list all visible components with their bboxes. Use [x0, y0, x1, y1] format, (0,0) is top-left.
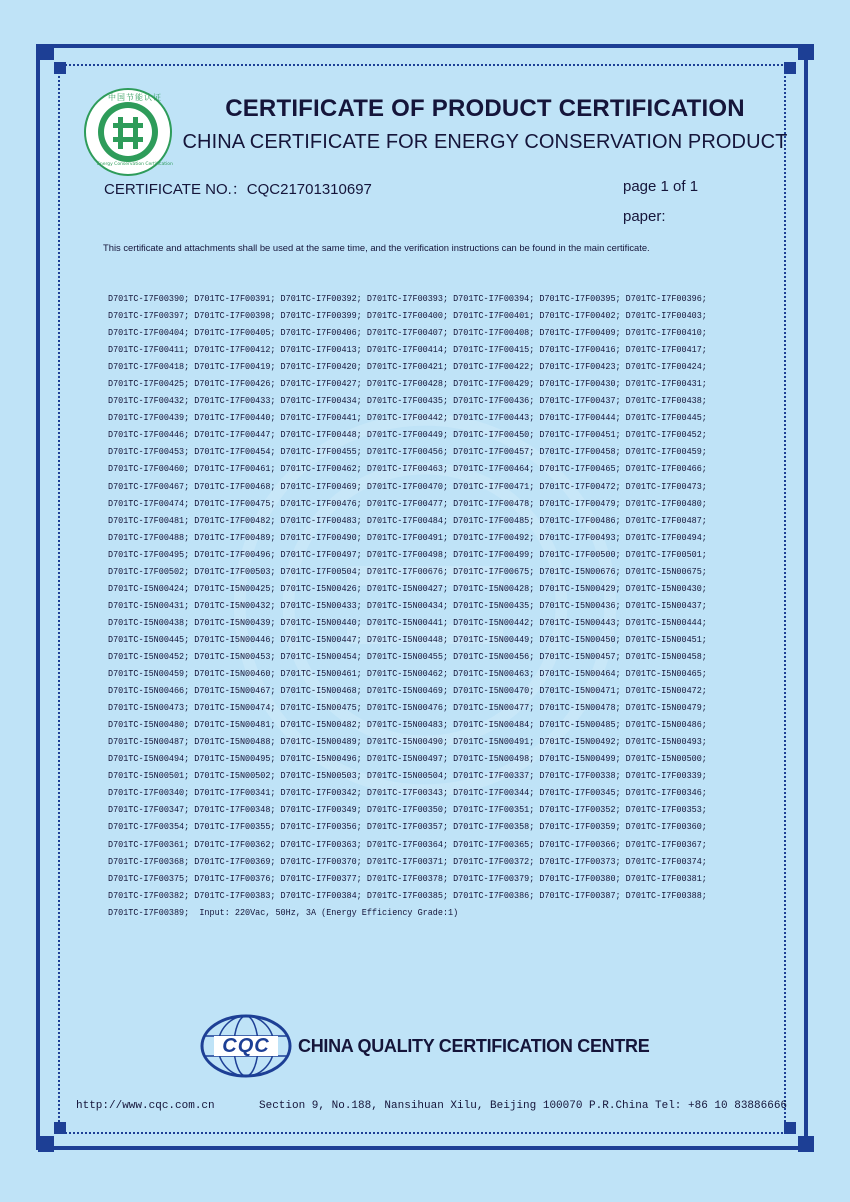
page-number: page 1 of 1	[623, 178, 699, 195]
model-row: D701TC-I7F00432; D701TC-I7F00433; D701TC-I7F00434; D701TC-I7F00435; D701TC-I7F00436; D701TC-I7F00437; D701TC-I7F00438;	[108, 395, 707, 407]
model-row: D701TC-I7F00481; D701TC-I7F00482; D701TC-I7F00483; D701TC-I7F00484; D701TC-I7F00485; D701TC-I7F00486; D701TC-I7F00487;	[108, 514, 707, 526]
model-row: D701TC-I7F00354; D701TC-I7F00355; D701TC-I7F00356; D701TC-I7F00357; D701TC-I7F00358; D701TC-I7F00359; D701TC-I7F00360;	[108, 821, 707, 833]
model-row: D701TC-I7F00368; D701TC-I7F00369; D701TC-I7F00370; D701TC-I7F00371; D701TC-I7F00372; D701TC-I7F00373; D701TC-I7F00374;	[108, 855, 707, 867]
footer-website: http://www.cqc.com.cn	[76, 1100, 215, 1112]
model-row: D701TC-I5N00473; D701TC-I5N00474; D701TC-I5N00475; D701TC-I5N00476; D701TC-I5N00477; D701TC-I5N00478; D701TC-I5N00479;	[108, 702, 707, 714]
model-row: D701TC-I5N00424; D701TC-I5N00425; D701TC-I5N00426; D701TC-I5N00427; D701TC-I5N00428; D701TC-I5N00429; D701TC-I5N00430;	[108, 582, 707, 594]
corner-ornament-top-left-outer	[38, 44, 54, 60]
paper-label: paper:	[623, 208, 666, 225]
corner-ornament-bottom-left	[54, 1122, 66, 1134]
model-row: D701TC-I7F00389; Input: 220Vac, 50Hz, 3A (Energy Efficiency Grade:1)	[108, 906, 459, 918]
certificate-number: CERTIFICATE NO.：CQC21701310697	[104, 181, 372, 198]
model-row: D701TC-I7F00375; D701TC-I7F00376; D701TC-I7F00377; D701TC-I7F00378; D701TC-I7F00379; D701TC-I7F00380; D701TC-I7F00381;	[108, 872, 707, 884]
model-row: D701TC-I7F00404; D701TC-I7F00405; D701TC-I7F00406; D701TC-I7F00407; D701TC-I7F00408; D701TC-I7F00409; D701TC-I7F00410;	[108, 327, 707, 339]
model-row: D701TC-I7F00439; D701TC-I7F00440; D701TC-I7F00441; D701TC-I7F00442; D701TC-I7F00443; D701TC-I7F00444; D701TC-I7F00445;	[108, 412, 707, 424]
model-row: D701TC-I7F00502; D701TC-I7F00503; D701TC-I7F00504; D701TC-I7F00676; D701TC-I7F00675; D701TC-I5N00676; D701TC-I5N00675;	[108, 565, 707, 577]
footer-address: Section 9, No.188, Nansihuan Xilu, Beijing 100070 P.R.China	[259, 1100, 649, 1112]
model-row: D701TC-I7F00467; D701TC-I7F00468; D701TC-I7F00469; D701TC-I7F00470; D701TC-I7F00471; D701TC-I7F00472; D701TC-I7F00473;	[108, 480, 707, 492]
certificate-subtitle: CHINA CERTIFICATE FOR ENERGY CONSERVATION PRODUCT	[182, 131, 788, 153]
corner-ornament-top-right-outer	[798, 44, 814, 60]
model-row: D701TC-I5N00452; D701TC-I5N00453; D701TC-I5N00454; D701TC-I5N00455; D701TC-I5N00456; D701TC-I5N00457; D701TC-I5N00458;	[108, 650, 707, 662]
model-row: D701TC-I7F00347; D701TC-I7F00348; D701TC-I7F00349; D701TC-I7F00350; D701TC-I7F00351; D701TC-I7F00352; D701TC-I7F00353;	[108, 804, 707, 816]
model-row: D701TC-I5N00438; D701TC-I5N00439; D701TC-I5N00440; D701TC-I5N00441; D701TC-I5N00442; D701TC-I5N00443; D701TC-I5N00444;	[108, 616, 707, 628]
model-row: D701TC-I7F00495; D701TC-I7F00496; D701TC-I7F00497; D701TC-I7F00498; D701TC-I7F00499; D701TC-I7F00500; D701TC-I7F00501;	[108, 548, 707, 560]
footer-tel: Tel: +86 10 83886666	[655, 1100, 788, 1112]
model-row: D701TC-I7F00340; D701TC-I7F00341; D701TC-I7F00342; D701TC-I7F00343; D701TC-I7F00344; D701TC-I7F00345; D701TC-I7F00346;	[108, 787, 707, 799]
model-row: D701TC-I7F00418; D701TC-I7F00419; D701TC-I7F00420; D701TC-I7F00421; D701TC-I7F00422; D701TC-I7F00423; D701TC-I7F00424;	[108, 361, 707, 373]
model-row: D701TC-I5N00494; D701TC-I5N00495; D701TC-I5N00496; D701TC-I5N00497; D701TC-I5N00498; D701TC-I5N00499; D701TC-I5N00500;	[108, 753, 707, 765]
model-row: D701TC-I7F00453; D701TC-I7F00454; D701TC-I7F00455; D701TC-I7F00456; D701TC-I7F00457; D701TC-I7F00458; D701TC-I7F00459;	[108, 446, 707, 458]
model-row: D701TC-I7F00425; D701TC-I7F00426; D701TC-I7F00427; D701TC-I7F00428; D701TC-I7F00429; D701TC-I7F00430; D701TC-I7F00431;	[108, 378, 707, 390]
model-row: D701TC-I7F00390; D701TC-I7F00391; D701TC-I7F00392; D701TC-I7F00393; D701TC-I7F00394; D701TC-I7F00395; D701TC-I7F00396;	[108, 293, 707, 304]
cqc-logo-text: CQC	[222, 1035, 270, 1057]
corner-ornament-bottom-right-outer	[798, 1136, 814, 1152]
energy-logo-text: 中国节能认证	[108, 93, 162, 102]
model-row: D701TC-I7F00382; D701TC-I7F00383; D701TC-I7F00384; D701TC-I7F00385; D701TC-I7F00386; D701TC-I7F00387; D701TC-I7F00388;	[108, 889, 707, 901]
model-list	[108, 290, 759, 921]
energy-logo-text-en: Energy Conservation Certification	[97, 162, 173, 167]
corner-ornament-top-right	[784, 62, 796, 74]
model-row: D701TC-I5N00501; D701TC-I5N00502; D701TC-I5N00503; D701TC-I5N00504; D701TC-I7F00337; D701TC-I7F00338; D701TC-I7F00339;	[108, 770, 707, 782]
certificate-title: CERTIFICATE OF PRODUCT CERTIFICATION	[225, 95, 745, 122]
model-row: D701TC-I5N00431; D701TC-I5N00432; D701TC-I5N00433; D701TC-I5N00434; D701TC-I5N00435; D701TC-I5N00436; D701TC-I5N00437;	[108, 599, 707, 611]
issuer-name: CHINA QUALITY CERTIFICATION CENTRE	[298, 1036, 650, 1056]
model-row: D701TC-I7F00488; D701TC-I7F00489; D701TC-I7F00490; D701TC-I7F00491; D701TC-I7F00492; D701TC-I7F00493; D701TC-I7F00494;	[108, 531, 707, 543]
model-row: D701TC-I5N00487; D701TC-I5N00488; D701TC-I5N00489; D701TC-I5N00490; D701TC-I5N00491; D701TC-I5N00492; D701TC-I5N00493;	[108, 736, 707, 748]
corner-ornament-top-left	[54, 62, 66, 74]
model-row: D701TC-I7F00397; D701TC-I7F00398; D701TC-I7F00399; D701TC-I7F00400; D701TC-I7F00401; D701TC-I7F00402; D701TC-I7F00403;	[108, 310, 707, 322]
model-row: D701TC-I7F00446; D701TC-I7F00447; D701TC-I7F00448; D701TC-I7F00449; D701TC-I7F00450; D701TC-I7F00451; D701TC-I7F00452;	[108, 429, 707, 441]
model-row: D701TC-I7F00411; D701TC-I7F00412; D701TC-I7F00413; D701TC-I7F00414; D701TC-I7F00415; D701TC-I7F00416; D701TC-I7F00417;	[108, 344, 707, 356]
model-row: D701TC-I5N00466; D701TC-I5N00467; D701TC-I5N00468; D701TC-I5N00469; D701TC-I5N00470; D701TC-I5N00471; D701TC-I5N00472;	[108, 685, 707, 697]
model-row: D701TC-I5N00445; D701TC-I5N00446; D701TC-I5N00447; D701TC-I5N00448; D701TC-I5N00449; D701TC-I5N00450; D701TC-I5N00451;	[108, 633, 707, 645]
usage-notice: This certificate and attachments shall be used at the same time, and the verification instructions can be found in the main certificate.	[103, 242, 650, 253]
model-row: D701TC-I7F00361; D701TC-I7F00362; D701TC-I7F00363; D701TC-I7F00364; D701TC-I7F00365; D701TC-I7F00366; D701TC-I7F00367;	[108, 838, 707, 850]
corner-ornament-bottom-left-outer	[38, 1136, 54, 1152]
model-row: D701TC-I7F00474; D701TC-I7F00475; D701TC-I7F00476; D701TC-I7F00477; D701TC-I7F00478; D701TC-I7F00479; D701TC-I7F00480;	[108, 497, 707, 509]
corner-ornament-bottom-right	[784, 1122, 796, 1134]
model-row: D701TC-I5N00459; D701TC-I5N00460; D701TC-I5N00461; D701TC-I5N00462; D701TC-I5N00463; D701TC-I5N00464; D701TC-I5N00465;	[108, 668, 707, 680]
model-row: D701TC-I5N00480; D701TC-I5N00481; D701TC-I5N00482; D701TC-I5N00483; D701TC-I5N00484; D701TC-I5N00485; D701TC-I5N00486;	[108, 719, 707, 731]
model-row: D701TC-I7F00460; D701TC-I7F00461; D701TC-I7F00462; D701TC-I7F00463; D701TC-I7F00464; D701TC-I7F00465; D701TC-I7F00466;	[108, 463, 707, 475]
